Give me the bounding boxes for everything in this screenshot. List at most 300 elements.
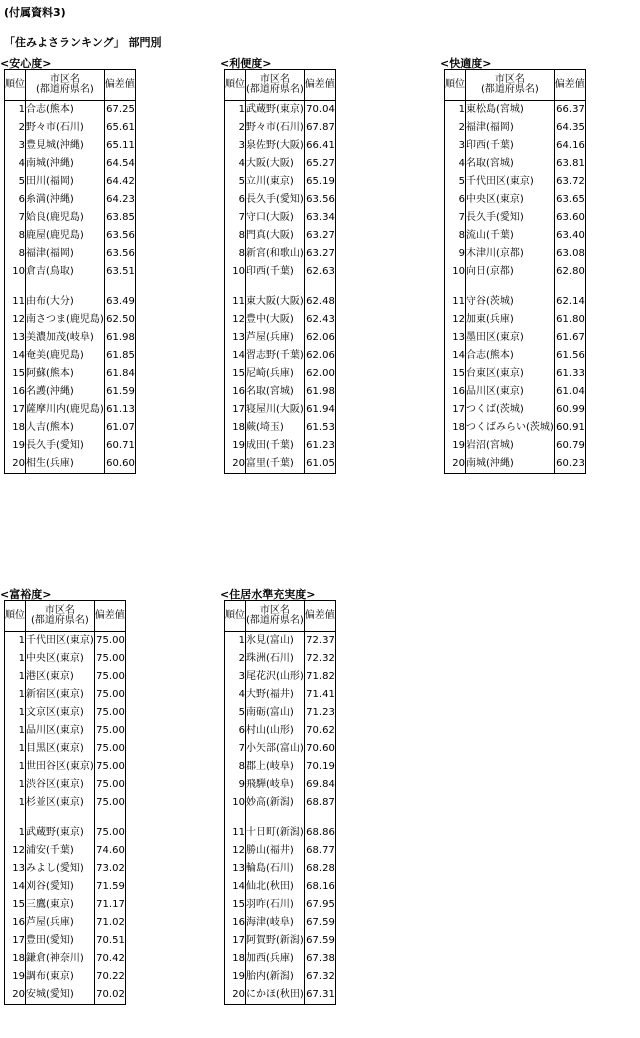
table-row	[225, 173, 336, 191]
table-row	[5, 455, 136, 474]
header-row	[225, 601, 336, 632]
city-cell: 豊中(大阪)	[246, 311, 305, 329]
score-cell: 61.05	[304, 455, 335, 474]
city-cell: 木津川(京都)	[466, 245, 555, 263]
table-row	[5, 740, 126, 758]
score-cell: 62.80	[554, 263, 585, 281]
city-cell: 品川区(東京)	[26, 722, 95, 740]
rank-cell: 19	[445, 437, 466, 455]
score-cell: 75.00	[94, 824, 125, 842]
rank-cell: 18	[5, 419, 26, 437]
city-cell: 倉吉(鳥取)	[26, 263, 105, 281]
city-cell: 杉並区(東京)	[26, 794, 95, 812]
city-cell: 大野(福井)	[246, 686, 305, 704]
table-row	[5, 776, 126, 794]
rank-cell: 19	[5, 437, 26, 455]
table-row	[225, 968, 336, 986]
city-cell: 美濃加茂(岐阜)	[26, 329, 105, 347]
rank-header: 順位	[225, 601, 246, 632]
table-row	[5, 419, 136, 437]
score-cell: 64.54	[104, 155, 135, 173]
rank-cell: 1	[5, 758, 26, 776]
table-row	[225, 155, 336, 173]
rank-cell: 17	[445, 401, 466, 419]
rank-cell: 14	[225, 878, 246, 896]
rank-cell: 12	[5, 842, 26, 860]
score-cell: 67.32	[304, 968, 335, 986]
score-cell: 61.33	[554, 365, 585, 383]
score-cell: 63.65	[554, 191, 585, 209]
city-cell: 成田(千葉)	[246, 437, 305, 455]
table-row	[5, 383, 136, 401]
score-cell: 64.16	[554, 137, 585, 155]
rank-cell: 6	[445, 191, 466, 209]
city-cell: 海津(岐阜)	[246, 914, 305, 932]
score-cell: 66.41	[304, 137, 335, 155]
table-row	[445, 383, 586, 401]
city-cell: 加東(兵庫)	[466, 311, 555, 329]
score-cell: 67.59	[304, 914, 335, 932]
score-cell: 63.27	[304, 227, 335, 245]
ranking-table	[224, 600, 336, 1005]
table-row	[225, 632, 336, 651]
rank-cell: 12	[225, 311, 246, 329]
table-row	[225, 401, 336, 419]
city-cell: 糸満(沖縄)	[26, 191, 105, 209]
rank-cell: 3	[5, 137, 26, 155]
ranking-table	[224, 69, 336, 474]
score-header: 偏差値	[304, 70, 335, 101]
rank-cell: 16	[445, 383, 466, 401]
table-row	[5, 758, 126, 776]
table-row	[225, 704, 336, 722]
score-cell: 75.00	[94, 722, 125, 740]
table-row	[5, 245, 136, 263]
score-cell: 65.61	[104, 119, 135, 137]
score-cell: 75.00	[94, 776, 125, 794]
rank-cell: 13	[5, 329, 26, 347]
table-row	[5, 119, 136, 137]
rank-header: 順位	[225, 70, 246, 101]
rank-cell: 1	[5, 650, 26, 668]
table-row	[445, 293, 586, 311]
rank-cell: 8	[445, 227, 466, 245]
table-row	[5, 842, 126, 860]
score-cell: 68.87	[304, 794, 335, 812]
table-row	[5, 209, 136, 227]
score-cell: 62.63	[304, 263, 335, 281]
score-cell: 75.00	[94, 686, 125, 704]
score-cell: 75.00	[94, 740, 125, 758]
table-row	[445, 455, 586, 474]
city-cell: 泉佐野(大阪)	[246, 137, 305, 155]
rank-cell: 3	[225, 668, 246, 686]
city-cell: 加西(兵庫)	[246, 950, 305, 968]
table-row	[5, 914, 126, 932]
table-row	[5, 263, 136, 281]
city-header-line2: (都道府県名)	[246, 84, 304, 95]
city-cell: 品川区(東京)	[466, 383, 555, 401]
table-row	[445, 119, 586, 137]
rank-header: 順位	[445, 70, 466, 101]
table-row	[225, 740, 336, 758]
city-cell: 蕨(埼玉)	[246, 419, 305, 437]
rank-cell: 15	[445, 365, 466, 383]
table-row	[225, 329, 336, 347]
city-header	[26, 601, 95, 632]
city-cell: 目黒区(東京)	[26, 740, 95, 758]
score-cell: 61.07	[104, 419, 135, 437]
rank-cell: 7	[225, 209, 246, 227]
rank-cell: 20	[5, 455, 26, 474]
rank-cell: 17	[5, 401, 26, 419]
city-cell: 芦屋(兵庫)	[26, 914, 95, 932]
city-cell: 岩沼(宮城)	[466, 437, 555, 455]
city-header-line2: (都道府県名)	[481, 84, 539, 95]
rank-cell: 2	[5, 119, 26, 137]
city-header-line2: (都道府県名)	[31, 615, 89, 626]
city-cell: 羽咋(石川)	[246, 896, 305, 914]
city-cell: 田川(福岡)	[26, 173, 105, 191]
score-cell: 62.48	[304, 293, 335, 311]
city-cell: にかほ(秋田)	[246, 986, 305, 1005]
rank-cell: 19	[5, 968, 26, 986]
score-cell: 60.71	[104, 437, 135, 455]
category-title: <富裕度>	[0, 588, 52, 601]
city-cell: 胎内(新潟)	[246, 968, 305, 986]
table-row	[5, 668, 126, 686]
rank-cell: 13	[5, 860, 26, 878]
table-row	[225, 758, 336, 776]
score-cell: 67.31	[304, 986, 335, 1005]
table-row	[5, 365, 136, 383]
city-cell: 南城(沖縄)	[26, 155, 105, 173]
score-cell: 66.37	[554, 101, 585, 120]
rank-cell: 6	[225, 191, 246, 209]
city-cell: 刈谷(愛知)	[26, 878, 95, 896]
table-row	[225, 293, 336, 311]
score-cell: 61.04	[554, 383, 585, 401]
city-cell: 合志(熊本)	[466, 347, 555, 365]
table-row	[445, 401, 586, 419]
score-cell: 62.00	[304, 365, 335, 383]
city-header-line2: (都道府県名)	[246, 615, 304, 626]
table-row	[225, 191, 336, 209]
table-row	[5, 401, 136, 419]
city-cell: 三鷹(東京)	[26, 896, 95, 914]
city-cell: 港区(東京)	[26, 668, 95, 686]
rank-cell: 1	[5, 101, 26, 120]
city-cell: 相生(兵庫)	[26, 455, 105, 474]
rank-cell: 20	[225, 455, 246, 474]
city-cell: 阿賀野(新潟)	[246, 932, 305, 950]
rank-cell: 1	[5, 632, 26, 651]
score-cell: 75.00	[94, 632, 125, 651]
table-row	[225, 311, 336, 329]
score-header: 偏差値	[94, 601, 125, 632]
table-row	[225, 794, 336, 812]
score-cell: 71.82	[304, 668, 335, 686]
score-cell: 70.22	[94, 968, 125, 986]
city-cell: 千代田区(東京)	[26, 632, 95, 651]
score-cell: 60.79	[554, 437, 585, 455]
rank-cell: 10	[5, 263, 26, 281]
rank-cell: 1	[5, 722, 26, 740]
city-cell: 南城(沖縄)	[466, 455, 555, 474]
category-title: <住居水準充実度>	[220, 588, 316, 601]
table-row	[5, 932, 126, 950]
city-cell: 千代田区(東京)	[466, 173, 555, 191]
score-cell: 75.00	[94, 794, 125, 812]
score-cell: 63.34	[304, 209, 335, 227]
city-cell: 中央区(東京)	[466, 191, 555, 209]
table-row	[225, 896, 336, 914]
city-cell: 鎌倉(神奈川)	[26, 950, 95, 968]
table-row	[225, 668, 336, 686]
city-cell: 野々市(石川)	[246, 119, 305, 137]
table-row	[225, 455, 336, 474]
city-cell: 尾花沢(山形)	[246, 668, 305, 686]
score-cell: 62.50	[104, 311, 135, 329]
city-cell: 尼崎(兵庫)	[246, 365, 305, 383]
table-row	[5, 437, 136, 455]
table-row	[445, 209, 586, 227]
score-cell: 70.04	[304, 101, 335, 120]
score-cell: 70.62	[304, 722, 335, 740]
score-cell: 65.19	[304, 173, 335, 191]
city-header	[246, 601, 305, 632]
city-cell: 世田谷区(東京)	[26, 758, 95, 776]
city-cell: 名護(沖縄)	[26, 383, 105, 401]
score-cell: 67.95	[304, 896, 335, 914]
rank-cell: 1	[5, 794, 26, 812]
table-row	[5, 878, 126, 896]
table-row	[225, 137, 336, 155]
rank-cell: 16	[5, 383, 26, 401]
city-cell: 仙北(秋田)	[246, 878, 305, 896]
rank-cell: 1	[5, 740, 26, 758]
rank-header: 順位	[5, 601, 26, 632]
table-row	[445, 311, 586, 329]
city-header-line1: 市区名	[44, 605, 75, 616]
table-row	[5, 986, 126, 1005]
table-row	[225, 347, 336, 365]
city-cell: 合志(熊本)	[26, 101, 105, 120]
table-row	[225, 776, 336, 794]
score-cell: 60.91	[554, 419, 585, 437]
rank-cell: 17	[225, 932, 246, 950]
score-cell: 64.35	[554, 119, 585, 137]
rank-cell: 19	[225, 968, 246, 986]
category-title: <安心度>	[0, 57, 52, 70]
city-cell: 名取(宮城)	[246, 383, 305, 401]
score-cell: 60.23	[554, 455, 585, 474]
group-gap	[225, 281, 336, 293]
table-row	[5, 686, 126, 704]
score-cell: 68.86	[304, 824, 335, 842]
city-cell: 印西(千葉)	[246, 263, 305, 281]
table-row	[225, 932, 336, 950]
rank-cell: 1	[5, 824, 26, 842]
city-header-line1: 市区名	[49, 74, 80, 85]
score-cell: 65.11	[104, 137, 135, 155]
rank-cell: 13	[225, 860, 246, 878]
score-cell: 61.85	[104, 347, 135, 365]
city-cell: 安城(愛知)	[26, 986, 95, 1005]
city-cell: 武蔵野(東京)	[26, 824, 95, 842]
table-row	[5, 968, 126, 986]
rank-cell: 2	[225, 650, 246, 668]
rank-cell: 10	[445, 263, 466, 281]
rank-cell: 3	[225, 137, 246, 155]
city-cell: 福津(福岡)	[26, 245, 105, 263]
score-cell: 71.59	[94, 878, 125, 896]
rank-cell: 4	[445, 155, 466, 173]
table-row	[5, 896, 126, 914]
score-cell: 62.06	[304, 347, 335, 365]
score-cell: 71.41	[304, 686, 335, 704]
rank-cell: 7	[445, 209, 466, 227]
score-cell: 63.72	[554, 173, 585, 191]
score-cell: 61.13	[104, 401, 135, 419]
rank-cell: 12	[445, 311, 466, 329]
score-cell: 62.43	[304, 311, 335, 329]
table-row	[225, 878, 336, 896]
city-cell: 富里(千葉)	[246, 455, 305, 474]
rank-cell: 11	[225, 293, 246, 311]
rank-cell: 1	[225, 632, 246, 651]
rank-cell: 4	[225, 155, 246, 173]
rank-cell: 12	[5, 311, 26, 329]
city-cell: 豊田(愛知)	[26, 932, 95, 950]
rank-cell: 14	[5, 347, 26, 365]
category-title: <快適度>	[440, 57, 492, 70]
city-cell: 新宮(和歌山)	[246, 245, 305, 263]
rank-cell: 4	[5, 155, 26, 173]
table-row	[445, 245, 586, 263]
table-row	[5, 650, 126, 668]
city-cell: 郡上(岐阜)	[246, 758, 305, 776]
rank-cell: 11	[225, 824, 246, 842]
rank-cell: 6	[225, 722, 246, 740]
rank-cell: 3	[445, 137, 466, 155]
score-cell: 75.00	[94, 758, 125, 776]
city-cell: 豊見城(沖縄)	[26, 137, 105, 155]
score-cell: 73.02	[94, 860, 125, 878]
score-cell: 63.56	[304, 191, 335, 209]
rank-cell: 8	[225, 758, 246, 776]
score-cell: 63.81	[554, 155, 585, 173]
rank-cell: 6	[5, 191, 26, 209]
city-cell: 墨田区(東京)	[466, 329, 555, 347]
appendix-label: (付属資料3)	[4, 6, 66, 19]
city-cell: 門真(大阪)	[246, 227, 305, 245]
table-row	[445, 347, 586, 365]
city-cell: 印西(千葉)	[466, 137, 555, 155]
rank-cell: 9	[445, 245, 466, 263]
table-row	[445, 227, 586, 245]
score-cell: 72.32	[304, 650, 335, 668]
table-row	[445, 137, 586, 155]
rank-cell: 1	[225, 101, 246, 120]
city-cell: 大阪(大阪)	[246, 155, 305, 173]
city-cell: 小矢部(富山)	[246, 740, 305, 758]
city-cell: 新宿区(東京)	[26, 686, 95, 704]
rank-cell: 12	[225, 842, 246, 860]
rank-cell: 15	[5, 365, 26, 383]
rank-cell: 9	[225, 776, 246, 794]
score-cell: 64.23	[104, 191, 135, 209]
score-cell: 64.42	[104, 173, 135, 191]
table-row	[445, 263, 586, 281]
city-cell: つくばみらい(茨城)	[466, 419, 555, 437]
table-row	[5, 293, 136, 311]
table-row	[225, 686, 336, 704]
score-cell: 71.23	[304, 704, 335, 722]
header-row	[225, 70, 336, 101]
rank-cell: 7	[225, 740, 246, 758]
city-cell: 長久手(愛知)	[26, 437, 105, 455]
group-gap	[445, 281, 586, 293]
table-row	[445, 419, 586, 437]
score-cell: 61.84	[104, 365, 135, 383]
header-row	[5, 601, 126, 632]
table-row	[225, 824, 336, 842]
score-header: 偏差値	[104, 70, 135, 101]
rank-cell: 5	[5, 173, 26, 191]
table-row	[225, 722, 336, 740]
table-row	[225, 437, 336, 455]
score-cell: 68.77	[304, 842, 335, 860]
table-row	[445, 437, 586, 455]
rank-cell: 1	[5, 704, 26, 722]
rank-cell: 11	[5, 293, 26, 311]
score-cell: 63.27	[304, 245, 335, 263]
table-row	[5, 950, 126, 968]
rank-cell: 2	[225, 119, 246, 137]
rank-cell: 5	[445, 173, 466, 191]
rank-cell: 17	[5, 932, 26, 950]
score-cell: 68.16	[304, 878, 335, 896]
score-cell: 70.60	[304, 740, 335, 758]
table-row	[445, 329, 586, 347]
table-row	[225, 914, 336, 932]
city-cell: 台東区(東京)	[466, 365, 555, 383]
score-cell: 67.87	[304, 119, 335, 137]
rank-cell: 15	[225, 365, 246, 383]
table-row	[5, 101, 136, 120]
table-row	[225, 227, 336, 245]
rank-cell: 16	[5, 914, 26, 932]
score-cell: 63.60	[554, 209, 585, 227]
rank-cell: 1	[5, 686, 26, 704]
group-gap	[225, 812, 336, 824]
group-gap	[5, 281, 136, 293]
score-cell: 70.02	[94, 986, 125, 1005]
table-row	[225, 986, 336, 1005]
rank-cell: 17	[225, 401, 246, 419]
score-cell: 63.56	[104, 245, 135, 263]
city-cell: 長久手(愛知)	[466, 209, 555, 227]
ranking-table	[4, 69, 136, 474]
table-row	[445, 155, 586, 173]
table-row	[225, 365, 336, 383]
city-cell: 人吉(熊本)	[26, 419, 105, 437]
city-cell: 阿蘇(熊本)	[26, 365, 105, 383]
score-cell: 63.56	[104, 227, 135, 245]
city-cell: 奄美(鹿児島)	[26, 347, 105, 365]
city-cell: 東大阪(大阪)	[246, 293, 305, 311]
